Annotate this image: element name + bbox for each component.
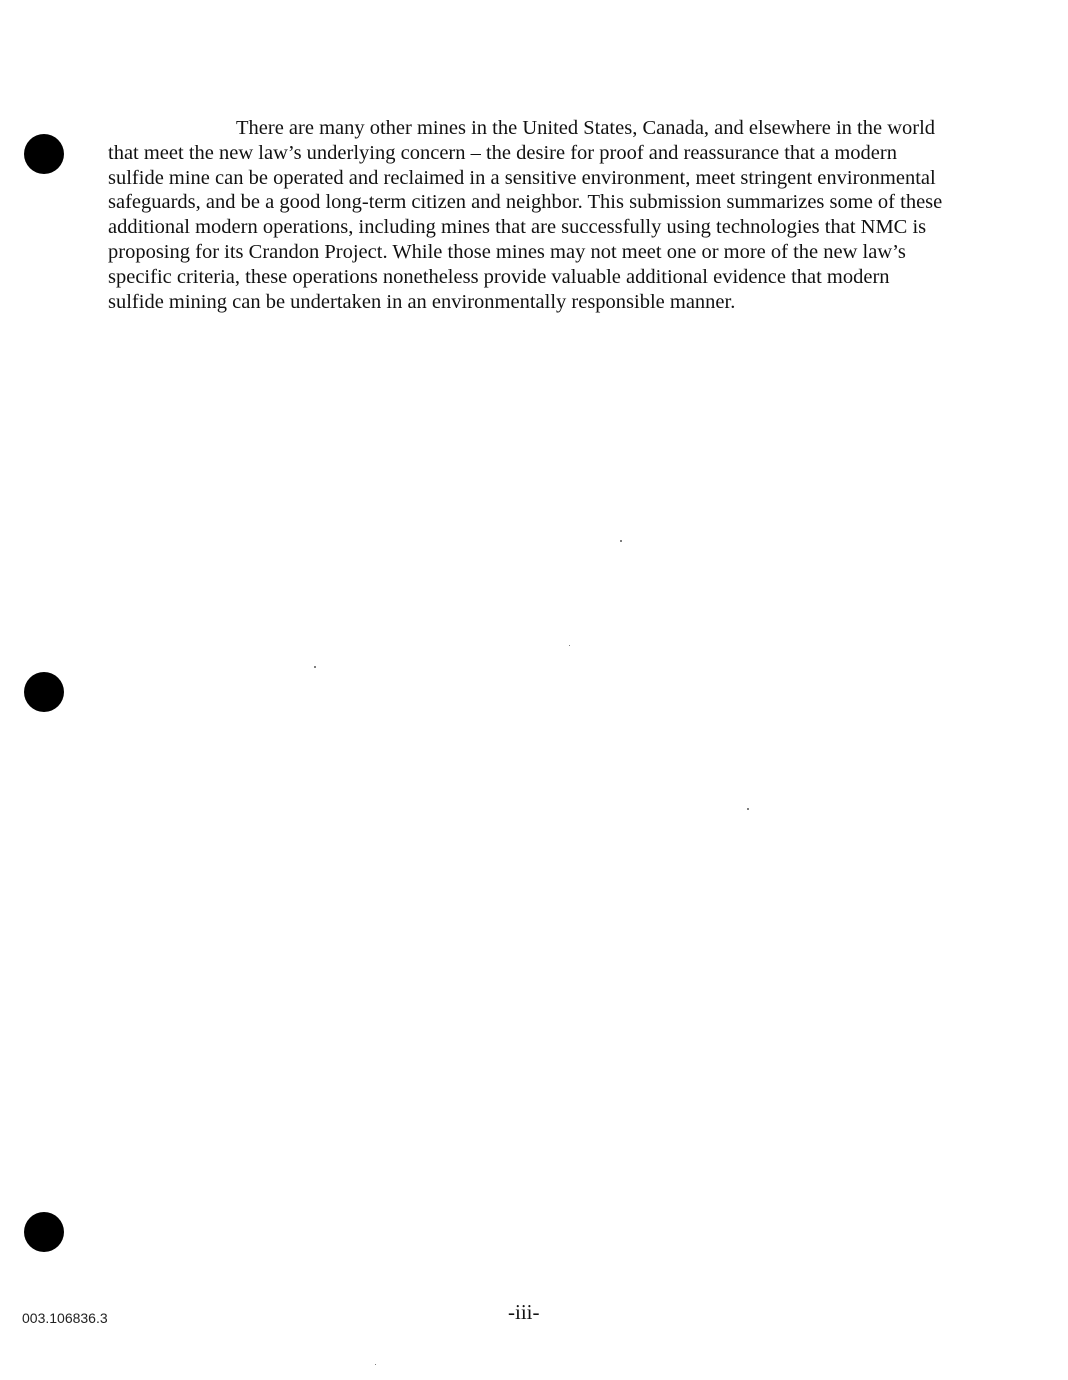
document-number: 003.106836.3 [22, 1310, 108, 1326]
scan-speck [569, 645, 570, 646]
scan-speck [375, 1364, 376, 1365]
scan-speck [620, 540, 622, 542]
binder-hole-top [24, 134, 64, 174]
binder-hole-bottom [24, 1212, 64, 1252]
scan-speck [747, 808, 749, 810]
binder-hole-middle [24, 672, 64, 712]
scan-speck [314, 666, 316, 668]
page-number: -iii- [508, 1300, 540, 1324]
body-paragraph: There are many other mines in the United States, Canada, and elsewhere in the world that meet the new law’s underlying concern – the desire for proof and reassurance that a modern sulfide mine can be operated and reclaimed in a sensitive environment, meet stringent environmental safeguards, and be a good long-term citizen and neighbor. This submission summarizes some of these additional modern operations, including mines that are successfully using technologies that NMC is proposing for its Crandon Project. While those mines may not meet one or more of the new law’s specific criteria, these operations nonetheless provide valuable additional evidence that modern sulfide mining can be undertaken in an environmentally responsible manner. [108, 117, 943, 313]
